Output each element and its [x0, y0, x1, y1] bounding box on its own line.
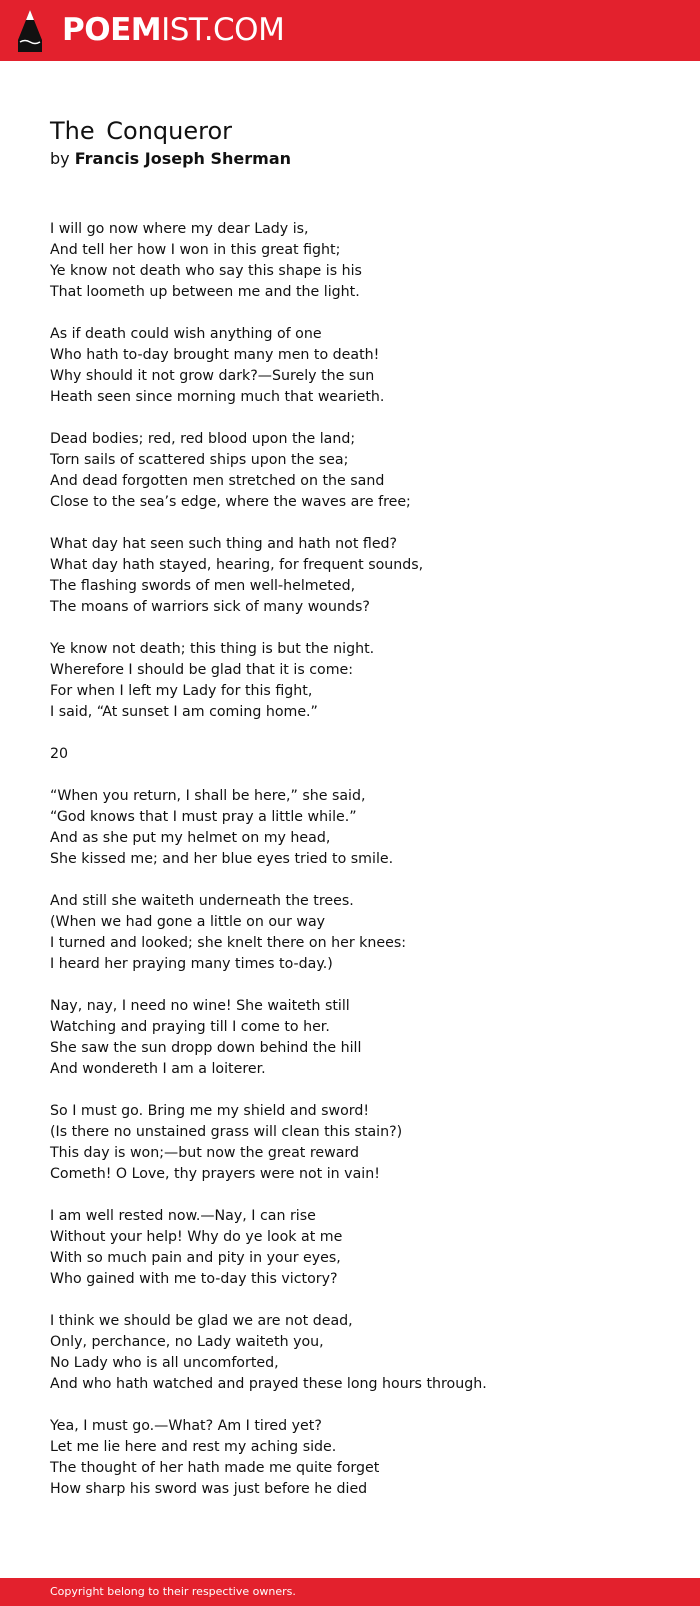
logo-bold-text: POEM: [62, 12, 162, 48]
poem-line: And who hath watched and prayed these long hours through.: [50, 1376, 487, 1392]
poem-line: I am well rested now.—Nay, I can rise: [50, 1208, 316, 1224]
stanza: [50, 996, 670, 1080]
poem-line: And as she put my helmet on my head,: [50, 830, 331, 846]
site-logo[interactable]: [62, 11, 284, 49]
poem-line: “When you return, I shall be here,” she said,: [50, 788, 366, 804]
poem-line: As if death could wish anything of one: [50, 326, 322, 342]
poem-line: That loometh up between me and the light.: [50, 284, 360, 300]
poem-line: For when I left my Lady for this fight,: [50, 683, 313, 699]
poem-line: Without your help! Why do ye look at me: [50, 1229, 343, 1245]
by-label: by: [50, 149, 70, 168]
stanza: [50, 744, 670, 765]
poem-line: The thought of her hath made me quite forget: [50, 1460, 380, 1476]
poem-line: 20: [50, 746, 69, 762]
poem-line: Yea, I must go.—What? Am I tired yet?: [50, 1418, 322, 1434]
stanza: [50, 324, 670, 408]
poem-line: Why should it not grow dark?—Surely the sun: [50, 368, 375, 384]
poem-line: No Lady who is all uncomforted,: [50, 1355, 279, 1371]
poem-line: The flashing swords of men well-helmeted,: [50, 578, 356, 594]
poem-line: I will go now where my dear Lady is,: [50, 221, 309, 237]
stanza: [50, 1311, 670, 1395]
poem-line: So I must go. Bring me my shield and sword!: [50, 1103, 370, 1119]
logo-light-text: IST.COM: [161, 12, 285, 48]
poem-line: She kissed me; and her blue eyes tried to smile.: [50, 851, 394, 867]
stanza: [50, 891, 670, 975]
stanza: [50, 534, 670, 618]
poem-title: The Conqueror: [50, 117, 233, 145]
poem-line: Dead bodies; red, red blood upon the land;: [50, 431, 356, 447]
poem-line: “God knows that I must pray a little while.”: [50, 809, 357, 825]
poem-body: [50, 219, 670, 1521]
poem-line: (When we had gone a little on our way: [50, 914, 326, 930]
poem-line: Let me lie here and rest my aching side.: [50, 1439, 337, 1455]
poem-line: Nay, nay, I need no wine! She waiteth still: [50, 998, 350, 1014]
poem-line: And dead forgotten men stretched on the sand: [50, 473, 385, 489]
poem-line: I said, “At sunset I am coming home.”: [50, 704, 318, 720]
poem-line: I heard her praying many times to-day.): [50, 956, 333, 972]
poem-line: The moans of warriors sick of many wounds?: [50, 599, 370, 615]
poem-line: (Is there no unstained grass will clean this stain?): [50, 1124, 403, 1140]
poem-line: Ye know not death who say this shape is his: [50, 263, 362, 279]
stanza: [50, 219, 670, 303]
poem-line: Torn sails of scattered ships upon the sea;: [50, 452, 349, 468]
stanza: [50, 1101, 670, 1185]
poem-line: Heath seen since morning much that wearieth.: [50, 389, 385, 405]
stanza: [50, 429, 670, 513]
poem-line: Who hath to-day brought many men to death!: [50, 347, 380, 363]
poem-line: How sharp his sword was just before he died: [50, 1481, 368, 1497]
poem-line: What day hat seen such thing and hath not fled?: [50, 536, 398, 552]
site-header: [0, 0, 700, 61]
poem-line: With so much pain and pity in your eyes,: [50, 1250, 341, 1266]
poem-line: Watching and praying till I come to her.: [50, 1019, 330, 1035]
poem-line: She saw the sun dropp down behind the hill: [50, 1040, 362, 1056]
poem-line: Only, perchance, no Lady waiteth you,: [50, 1334, 324, 1350]
poem-line: Wherefore I should be glad that it is come:: [50, 662, 354, 678]
poem-line: Cometh! O Love, thy prayers were not in vain!: [50, 1166, 380, 1182]
author-name: Francis Joseph Sherman: [74, 149, 292, 168]
pencil-tip-icon[interactable]: [18, 10, 42, 52]
poem-line: And still she waiteth underneath the trees.: [50, 893, 354, 909]
copyright-text: Copyright belong to their respective owners.: [50, 1585, 296, 1598]
poem-line: I turned and looked; she knelt there on her knees:: [50, 935, 407, 951]
stanza: [50, 639, 670, 723]
poem-line: I think we should be glad we are not dead,: [50, 1313, 353, 1329]
stanza: [50, 1206, 670, 1290]
stanza: [50, 786, 670, 870]
poem-line: Ye know not death; this thing is but the night.: [50, 641, 375, 657]
poem-line: What day hath stayed, hearing, for frequent sounds,: [50, 557, 424, 573]
poem-line: And wondereth I am a loiterer.: [50, 1061, 266, 1077]
site-footer: [0, 1578, 700, 1606]
poem-line: Who gained with me to-day this victory?: [50, 1271, 338, 1287]
poem-line: This day is won;—but now the great reward: [50, 1145, 359, 1161]
poem-byline: [50, 148, 291, 170]
poem-line: Close to the sea’s edge, where the waves are free;: [50, 494, 411, 510]
poem-line: And tell her how I won in this great fight;: [50, 242, 341, 258]
stanza: [50, 1416, 670, 1500]
